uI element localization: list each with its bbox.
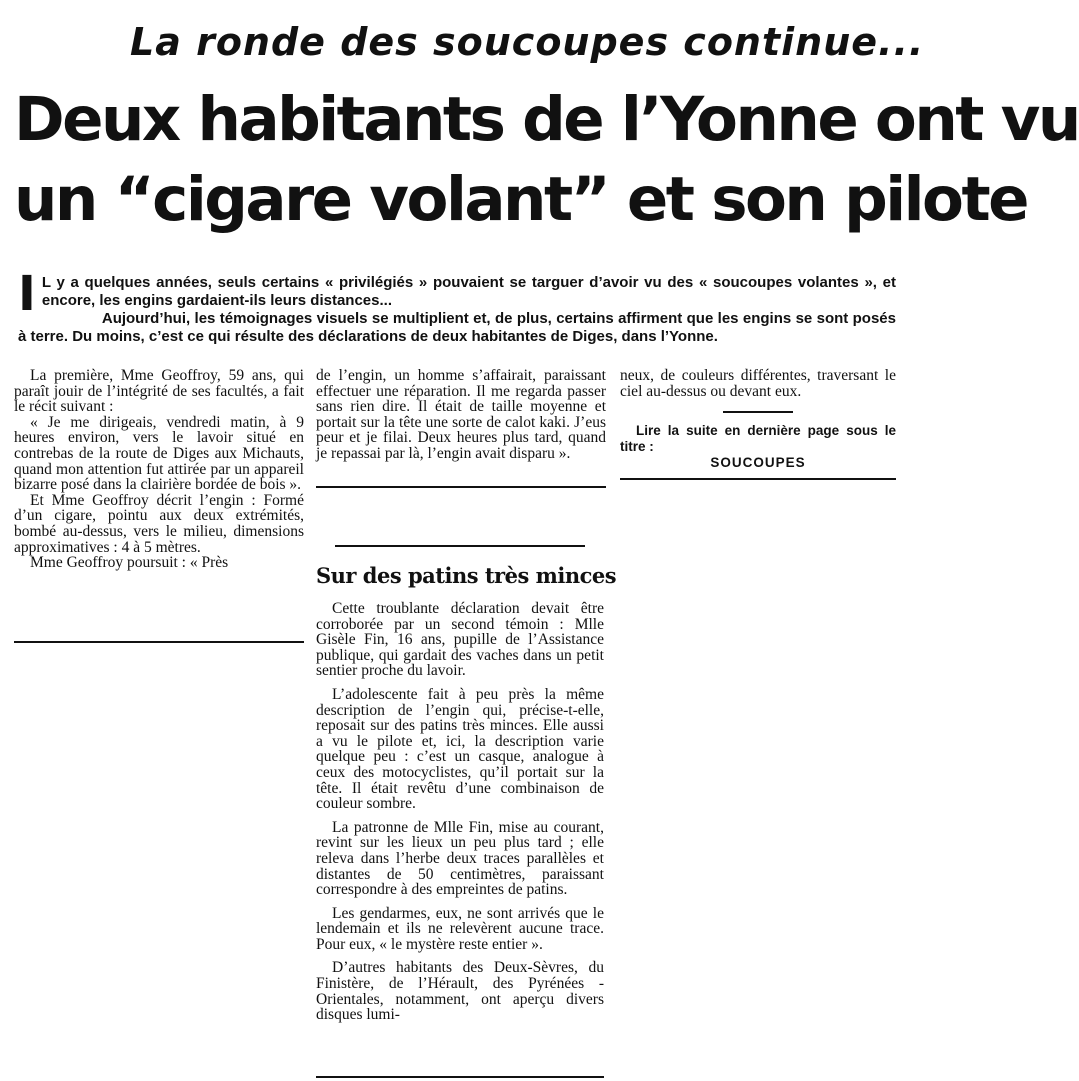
column-1-paragraph: « Je me dirigeais, vendredi matin, à 9 heures environ, vers le lavoir situé en contrebas de la route de Diges aux Michauts, quand mon attention fut attirée par un appareil bizarre posé dans la clairière bordée de bois ». xyxy=(14,413,304,494)
column-1-paragraph: Mme Geoffroy poursuit : « Près xyxy=(30,554,229,572)
column-1-paragraph: Et Mme Geoffroy décrit l’engin : Formé d’un cigare, pointu aux deux extrémités, bombé au-dessus, vers le milieu, dimensions approximatives : 4 à 5 mètres. xyxy=(14,491,304,556)
column-1-paragraph: La première, Mme Geoffroy, 59 ans, qui paraît jouir de l’intégrité de ses facultés, a fait le récit suivant : xyxy=(14,367,304,416)
column-3-bottom-rule xyxy=(620,478,896,480)
column-1-bottom-rule xyxy=(14,641,304,643)
article-column-4 xyxy=(316,555,617,1024)
headline-line-2: un “cigare volant” et son pilote xyxy=(14,164,1027,235)
column-4-paragraph: La patronne de Mlle Fin, mise au courant, revint sur les lieux un peu plus tard ; elle releva dans l’herbe deux traces parallèles et distantes de 50 centimètres, paraissant correspondre à des empreintes de patins. xyxy=(316,818,604,899)
kicker-title: La ronde des soucoupes continue... xyxy=(130,20,925,64)
column-4-bottom-rule xyxy=(316,1076,604,1078)
drop-cap: I xyxy=(18,266,36,322)
section-rule xyxy=(335,545,585,547)
intro-paragraph-2: Aujourd’hui, les témoignages visuels se multiplient et, de plus, certains affirment que les engins se sont posés à terre. Du moins, c’est ce qui résulte des déclarations de deux habitantes de Diges, dans l’Yonne. xyxy=(18,310,896,345)
column-2-bottom-rule xyxy=(316,486,606,488)
headline xyxy=(14,80,1079,240)
article-column-3 xyxy=(620,368,896,471)
intro-chapeau xyxy=(18,266,896,346)
column-2-paragraph: de l’engin, un homme s’affairait, paraissant effectuer une réparation. Il me regarda passer sans rien dire. Il était de taille moyenne et portait sur la tête une sorte de calot kaki. J’eus peur et je filai. Deux heures plus tard, quand je repassai par là, l’engin avait disparu ». xyxy=(316,367,606,462)
article-column-2 xyxy=(316,368,606,462)
continuation-reference: SOUCOUPES xyxy=(710,455,806,471)
continuation-label: Lire la suite en dernière page sous le titre : xyxy=(620,423,896,455)
continuation-note xyxy=(620,423,896,471)
column-4-paragraph: D’autres habitants des Deux-Sèvres, du Finistère, de l’Hérault, des Pyrénées - Orientales, notamment, ont aperçu divers disques lumi- xyxy=(316,959,604,1024)
article-column-1 xyxy=(14,368,304,571)
column-4-paragraph: Les gendarmes, eux, ne sont arrivés que le lendemain et ils ne relevèrent aucune trace. Pour eux, « le mystère reste entier ». xyxy=(316,904,604,953)
column-4-paragraph: Cette troublante déclaration devait être corroborée par un second témoin : Mlle Gisèle Fin, 16 ans, pupille de l’Assistance publique, qui gardait des vaches dans un petit sentier proche du lavoir. xyxy=(316,600,604,680)
headline-line-1: Deux habitants de l’Yonne ont vu xyxy=(14,84,1079,155)
column-3-paragraph: neux, de couleurs différentes, traversant le ciel au-dessus ou devant eux. xyxy=(620,367,896,400)
column-4-paragraph: L’adolescente fait à peu près la même description de l’engin qui, précise-t-elle, reposait sur des patins très minces. Elle aussi a vu le pilote et, ici, la description varie quelque peu : c’est un casque, analogue à ceux des motocyclistes, qu’il portait sur la tête. Il était revêtu d’une combinaison de couleur sombre. xyxy=(316,685,604,813)
column-divider-rule xyxy=(723,411,793,413)
subheading: Sur des patins très minces xyxy=(316,563,617,588)
intro-paragraph-1: L y a quelques années, seuls certains « privilégiés » pouvaient se targuer d’avoir vu des « soucoupes volantes », et encore, les engins gardaient-ils leurs distances... xyxy=(41,274,896,309)
